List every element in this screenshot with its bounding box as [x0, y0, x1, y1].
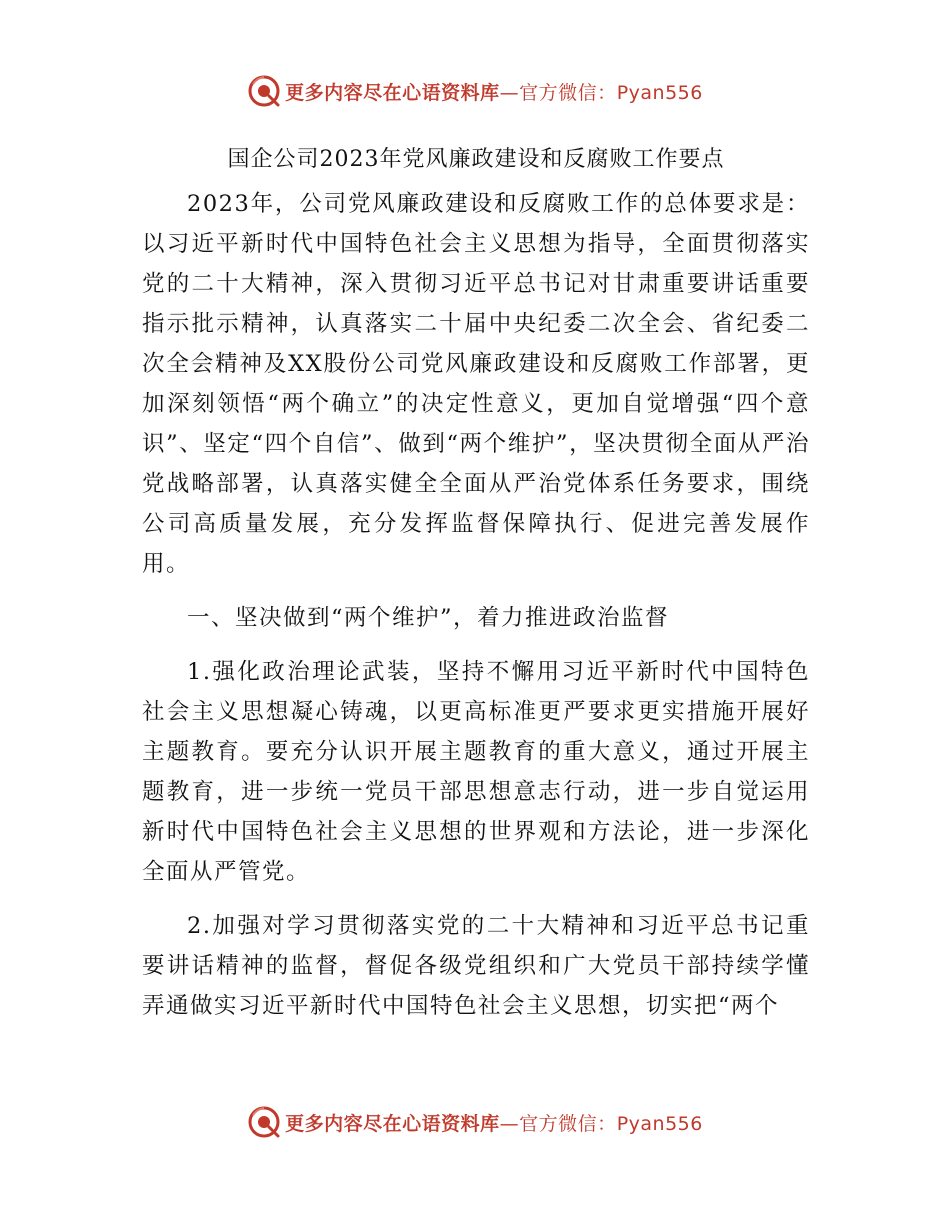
logo-icon [247, 74, 281, 108]
intro-paragraph: 2023年，公司党风廉政建设和反腐败工作的总体要求是：以习近平新时代中国特色社会主义思想为指导，全面贯彻落实党的二十大精神，深入贯彻习近平总书记对甘肃重要讲话重要指示批示精神，认真落实二十届中央纪委二次全会、省纪委二次全会精神及XX股份公司党风廉政建设和反腐败工作部署，更加深刻领悟“两个确立”的决定性意义，更加自觉增强“四个意识”、坚定“四个自信”、做到“两个维护”，坚决贯彻全面从严治党战略部署，认真落实健全全面从严治党体系任务要求，围绕公司高质量发展，充分发挥监督保障执行、促进完善发展作用。 [142, 191, 810, 577]
banner-wechat-id: Pyan556 [616, 81, 703, 104]
banner-text [285, 78, 703, 105]
logo-icon [247, 1105, 281, 1139]
section-heading-1: 一、坚决做到“两个维护”，着力推进政治监督 [187, 605, 670, 631]
banner-brand: 更多内容尽在心语资料库 [285, 81, 500, 104]
document-body [142, 140, 810, 1040]
banner-wechat-id: Pyan556 [616, 1112, 703, 1135]
banner-wechat-label: 官方微信： [519, 1112, 617, 1135]
footer-banner [0, 1102, 950, 1142]
page-title: 国企公司2023年党风廉政建设和反腐败工作要点 [227, 147, 725, 172]
banner-text [285, 1109, 703, 1136]
banner-dash: — [499, 81, 520, 104]
header-banner [0, 71, 950, 111]
item-2-paragraph: 2.加强对学习贯彻落实党的二十大精神和习近平总书记重要讲话精神的监督，督促各级党组织和广大党员干部持续学懂弄通做实习近平新时代中国特色社会主义思想，切实把“两个 [142, 913, 810, 1019]
banner-brand: 更多内容尽在心语资料库 [285, 1112, 500, 1135]
banner-wechat-label: 官方微信： [519, 81, 617, 104]
item-1-paragraph: 1.强化政治理论武装，坚持不懈用习近平新时代中国特色社会主义思想凝心铸魂，以更高标准更严要求更实措施开展好主题教育。要充分认识开展主题教育的重大意义，通过开展主题教育，进一步统一党员干部思想意志行动，进一步自觉运用新时代中国特色社会主义思想的世界观和方法论，进一步深化全面从严管党。 [142, 659, 810, 885]
banner-dash: — [499, 1112, 520, 1135]
